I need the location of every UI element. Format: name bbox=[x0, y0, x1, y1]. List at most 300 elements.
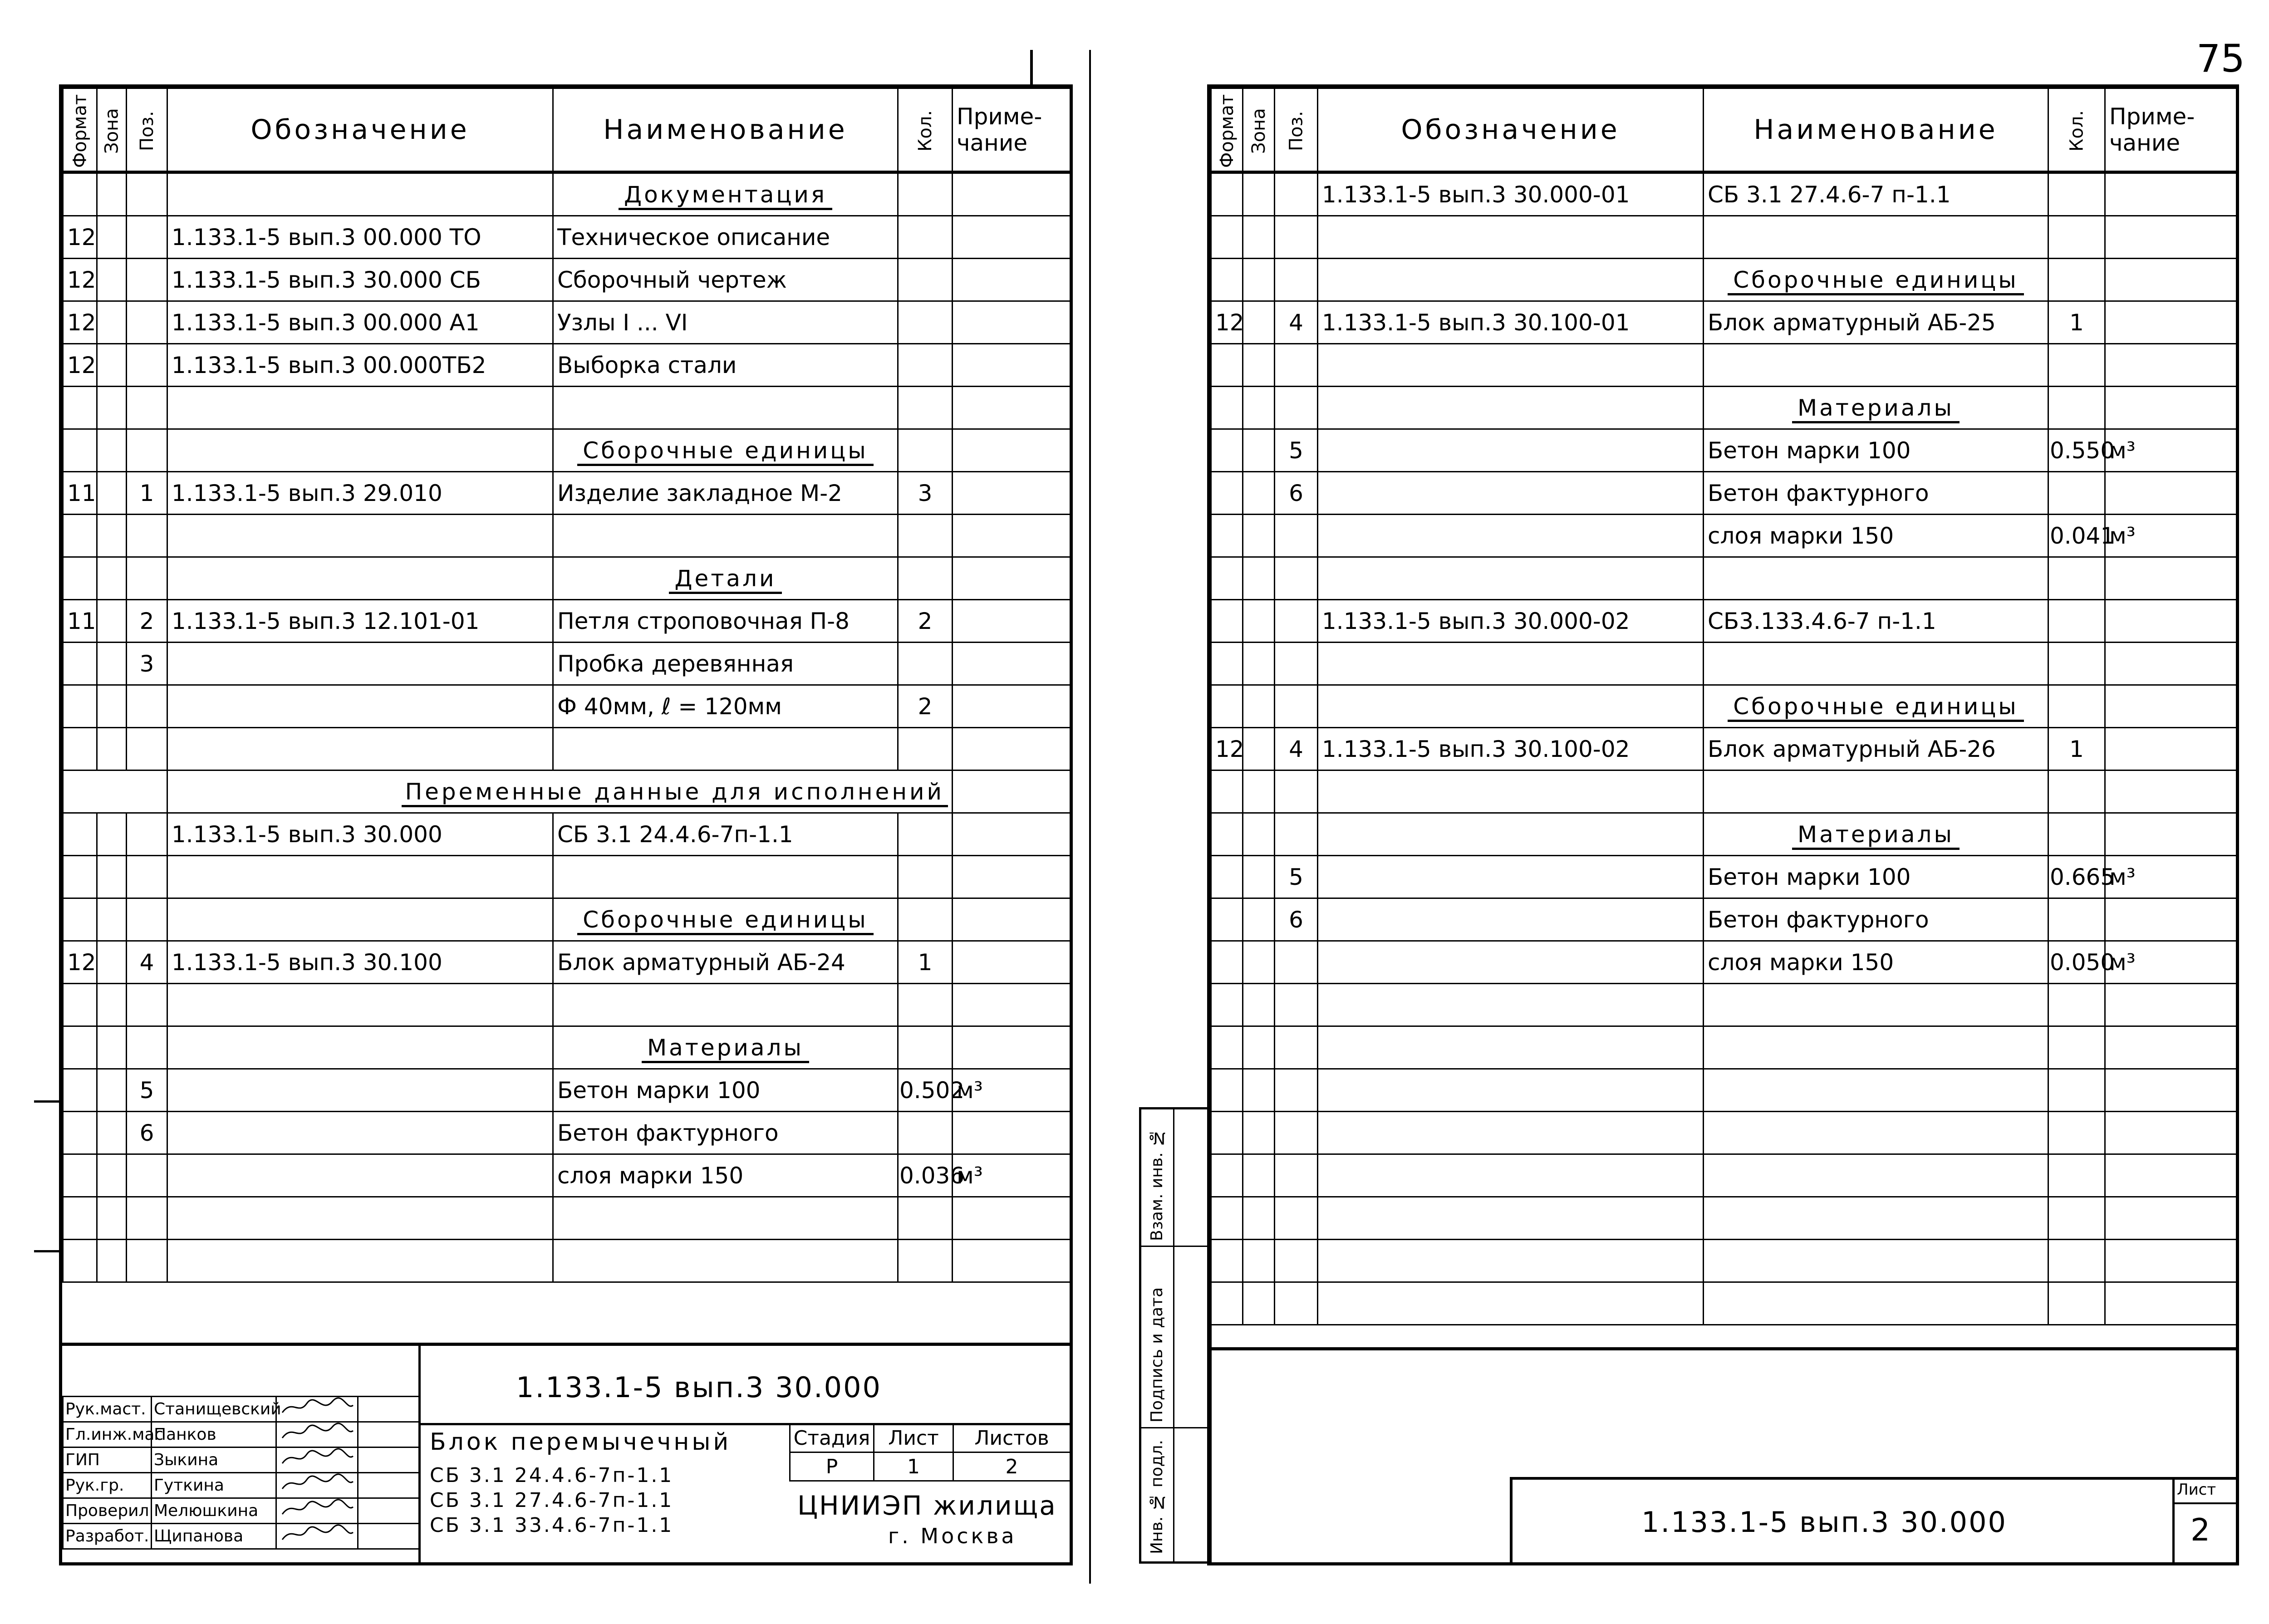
cell-note bbox=[2105, 1240, 2237, 1282]
cell-note bbox=[953, 770, 1071, 813]
cell-zone bbox=[97, 898, 127, 941]
table-row bbox=[63, 301, 1071, 344]
cell-qty: 0.550 bbox=[2048, 429, 2105, 472]
product-sub-3: СБ 3.1 33.4.6-7п-1.1 bbox=[430, 1514, 674, 1537]
cell-qty bbox=[2048, 898, 2105, 941]
cell-zone bbox=[1243, 770, 1275, 813]
cell-qty: 1 bbox=[2048, 301, 2105, 344]
cell-pos: 1 bbox=[127, 472, 167, 515]
col-name: Наименование bbox=[553, 88, 898, 172]
cell-designation bbox=[167, 387, 553, 429]
cell-pos bbox=[1275, 941, 1318, 984]
cell-note bbox=[953, 472, 1071, 515]
stage-header: Стадия bbox=[790, 1424, 874, 1452]
cell-qty: 0.050 bbox=[2048, 941, 2105, 984]
cell-pos bbox=[127, 515, 167, 557]
cell-designation: 1.133.1-5 вып.3 29.010 bbox=[167, 472, 553, 515]
signature-scribble bbox=[276, 1473, 358, 1498]
cell-qty: 2 bbox=[898, 685, 953, 728]
table-row bbox=[63, 387, 1071, 429]
signature-date bbox=[358, 1397, 419, 1422]
col-name: Наименование bbox=[1704, 88, 2048, 172]
cell-qty: 0.665 bbox=[2048, 856, 2105, 898]
signature-scribble bbox=[276, 1498, 358, 1524]
cell-pos bbox=[127, 387, 167, 429]
table-row bbox=[1211, 1282, 2237, 1325]
cell-qty bbox=[898, 259, 953, 301]
spec-body-right bbox=[1211, 172, 2237, 1325]
cell-qty bbox=[898, 984, 953, 1026]
cell-format bbox=[1211, 813, 1243, 856]
signature-row bbox=[63, 1498, 419, 1524]
cell-note bbox=[2105, 472, 2237, 515]
col-note bbox=[2105, 88, 2237, 172]
cell-format bbox=[1211, 1240, 1243, 1282]
cell-pos bbox=[127, 856, 167, 898]
cell-designation bbox=[1318, 344, 1704, 387]
table-row bbox=[63, 472, 1071, 515]
cell-pos bbox=[127, 1154, 167, 1197]
cell-format bbox=[1211, 216, 1243, 259]
cell-note bbox=[953, 515, 1071, 557]
cell-qty bbox=[2048, 643, 2105, 685]
cell-note bbox=[2105, 1112, 2237, 1154]
signature-row bbox=[63, 1447, 419, 1473]
stage-table bbox=[789, 1423, 1071, 1482]
cell-qty bbox=[2048, 259, 2105, 301]
cell-pos bbox=[127, 685, 167, 728]
cell-pos bbox=[1275, 685, 1318, 728]
cell-zone bbox=[97, 344, 127, 387]
cell-qty bbox=[2048, 1197, 2105, 1240]
cell-name: слоя марки 150 bbox=[1704, 941, 2048, 984]
table-row bbox=[63, 600, 1071, 643]
cell-qty bbox=[898, 429, 953, 472]
cell-pos: 6 bbox=[1275, 898, 1318, 941]
cell-note bbox=[2105, 344, 2237, 387]
cell-pos: 3 bbox=[127, 643, 167, 685]
cell-format: 11 bbox=[63, 600, 97, 643]
cell-note bbox=[2105, 172, 2237, 216]
table-row bbox=[1211, 770, 2237, 813]
cell-name bbox=[1704, 344, 2048, 387]
cell-zone bbox=[97, 557, 127, 600]
cell-format bbox=[1211, 941, 1243, 984]
binding-mark bbox=[1089, 50, 1091, 1584]
cell-designation bbox=[1318, 515, 1704, 557]
cell-zone bbox=[97, 472, 127, 515]
cell-name: слоя марки 150 bbox=[1704, 515, 2048, 557]
cell-designation bbox=[1318, 1069, 1704, 1112]
cell-note bbox=[2105, 259, 2237, 301]
cell-pos bbox=[1275, 1197, 1318, 1240]
cell-note: м³ bbox=[953, 1069, 1071, 1112]
cell-zone bbox=[1243, 344, 1275, 387]
cell-pos bbox=[1275, 1069, 1318, 1112]
cell-pos bbox=[1275, 1154, 1318, 1197]
cell-note bbox=[953, 259, 1071, 301]
cell-note bbox=[953, 216, 1071, 259]
cell-designation bbox=[1318, 387, 1704, 429]
cell-name bbox=[553, 1240, 898, 1282]
margin-tick bbox=[34, 1100, 61, 1103]
cell-designation: 1.133.1-5 вып.3 30.100 bbox=[167, 941, 553, 984]
cell-note bbox=[953, 172, 1071, 216]
signature-scribble bbox=[276, 1422, 358, 1447]
cell-qty bbox=[898, 301, 953, 344]
cell-zone bbox=[1243, 984, 1275, 1026]
col-zone: Зона bbox=[1243, 88, 1275, 172]
col-format: Формат bbox=[63, 88, 97, 172]
cell-zone bbox=[1243, 941, 1275, 984]
cell-qty: 2 bbox=[898, 600, 953, 643]
cell-name: Выборка стали bbox=[553, 344, 898, 387]
cell-format bbox=[1211, 472, 1243, 515]
cell-designation bbox=[1318, 813, 1704, 856]
signature-row bbox=[63, 1524, 419, 1549]
cell-name bbox=[553, 1026, 898, 1069]
cell-pos bbox=[127, 1026, 167, 1069]
signature-mark bbox=[279, 1524, 356, 1544]
cell-designation bbox=[167, 1026, 553, 1069]
footer-code: 1.133.1-5 вып.3 30.000 bbox=[1641, 1506, 2008, 1539]
cell-designation: 1.133.1-5 вып.3 00.000 ТО bbox=[167, 216, 553, 259]
cell-zone bbox=[1243, 259, 1275, 301]
cell-format bbox=[63, 1197, 97, 1240]
cell-note bbox=[953, 685, 1071, 728]
cell-designation bbox=[167, 1154, 553, 1197]
cell-note bbox=[953, 984, 1071, 1026]
cell-format bbox=[63, 984, 97, 1026]
signature-mark bbox=[279, 1473, 356, 1493]
cell-qty bbox=[2048, 685, 2105, 728]
cell-format bbox=[1211, 685, 1243, 728]
cell-zone bbox=[97, 259, 127, 301]
section-title: Детали bbox=[669, 565, 781, 594]
table-row bbox=[63, 344, 1071, 387]
cell-qty bbox=[2048, 1026, 2105, 1069]
cell-note bbox=[2105, 387, 2237, 429]
cell-name: Узлы I ... VI bbox=[553, 301, 898, 344]
cell-format bbox=[1211, 856, 1243, 898]
signature-role: Разработ. bbox=[63, 1524, 152, 1549]
cell-qty bbox=[898, 1240, 953, 1282]
cell-designation bbox=[167, 728, 553, 770]
cell-pos bbox=[127, 984, 167, 1026]
cell-qty bbox=[2048, 216, 2105, 259]
table-row bbox=[63, 1069, 1071, 1112]
cell-pos: 6 bbox=[1275, 472, 1318, 515]
cell-name: Блок арматурный АБ-24 bbox=[553, 941, 898, 984]
signature-date-label: Подпись и дата bbox=[1148, 1287, 1166, 1423]
cell-designation bbox=[1318, 259, 1704, 301]
signature-row bbox=[63, 1473, 419, 1498]
cell-format: 12 bbox=[63, 259, 97, 301]
cell-qty bbox=[898, 515, 953, 557]
cell-format bbox=[1211, 643, 1243, 685]
signature-name: Панков bbox=[152, 1422, 276, 1447]
cell-zone bbox=[1243, 856, 1275, 898]
cell-name bbox=[1704, 1112, 2048, 1154]
cell-format bbox=[63, 685, 97, 728]
signature-date bbox=[358, 1473, 419, 1498]
table-row bbox=[1211, 685, 2237, 728]
cell-designation bbox=[1318, 770, 1704, 813]
cell-note bbox=[953, 1240, 1071, 1282]
cell-note bbox=[2105, 1197, 2237, 1240]
cell-designation bbox=[167, 1240, 553, 1282]
cell-zone bbox=[1243, 301, 1275, 344]
table-row bbox=[1211, 472, 2237, 515]
cell-qty bbox=[2048, 770, 2105, 813]
signature-mark bbox=[279, 1499, 356, 1519]
cell-qty bbox=[898, 898, 953, 941]
cell-designation bbox=[167, 856, 553, 898]
cell-qty bbox=[898, 387, 953, 429]
col-note-line1: Приме- bbox=[957, 103, 1042, 130]
cell-format bbox=[1211, 1069, 1243, 1112]
cell-name bbox=[1704, 1026, 2048, 1069]
cell-zone bbox=[97, 172, 127, 216]
cell-pos bbox=[127, 557, 167, 600]
cell-qty bbox=[898, 344, 953, 387]
cell-designation: 1.133.1-5 вып.3 30.100-01 bbox=[1318, 301, 1704, 344]
cell-pos: 5 bbox=[1275, 429, 1318, 472]
cell-note bbox=[2105, 685, 2237, 728]
cell-note bbox=[953, 1026, 1071, 1069]
col-note bbox=[953, 88, 1071, 172]
cell-format bbox=[63, 1112, 97, 1154]
cell-qty bbox=[898, 1112, 953, 1154]
cell-name bbox=[1704, 685, 2048, 728]
cell-format: 12 bbox=[63, 216, 97, 259]
cell-zone bbox=[1243, 898, 1275, 941]
cell-name: Бетон марки 100 bbox=[553, 1069, 898, 1112]
cell-format: 12 bbox=[1211, 728, 1243, 770]
cell-note bbox=[2105, 1282, 2237, 1325]
cell-format bbox=[63, 856, 97, 898]
cell-qty bbox=[898, 1197, 953, 1240]
table-row bbox=[1211, 600, 2237, 643]
cell-format bbox=[63, 172, 97, 216]
cell-note: м³ bbox=[953, 1154, 1071, 1197]
table-row bbox=[1211, 259, 2237, 301]
cell-format bbox=[63, 515, 97, 557]
cell-pos bbox=[1275, 643, 1318, 685]
signature-role: Рук.маст. bbox=[63, 1397, 152, 1422]
cell-name bbox=[1704, 259, 2048, 301]
section-title: Документация bbox=[619, 182, 832, 210]
cell-note: м³ bbox=[2105, 515, 2237, 557]
cell-qty bbox=[2048, 1282, 2105, 1325]
cell-name: Петля строповочная П-8 bbox=[553, 600, 898, 643]
cell-qty bbox=[2048, 344, 2105, 387]
cell-zone bbox=[1243, 1197, 1275, 1240]
signature-scribble bbox=[276, 1447, 358, 1473]
cell-name bbox=[553, 856, 898, 898]
footer-sheet-number: 2 bbox=[2190, 1512, 2210, 1548]
cell-qty bbox=[2048, 813, 2105, 856]
cell-zone bbox=[1243, 472, 1275, 515]
cell-note: м³ bbox=[2105, 941, 2237, 984]
cell-pos bbox=[127, 429, 167, 472]
cell-name bbox=[553, 728, 898, 770]
table-row bbox=[1211, 515, 2237, 557]
cell-designation bbox=[1318, 685, 1704, 728]
cell-format bbox=[1211, 1112, 1243, 1154]
cell-zone bbox=[97, 216, 127, 259]
cell-qty bbox=[898, 216, 953, 259]
table-row bbox=[1211, 301, 2237, 344]
cell-format bbox=[63, 898, 97, 941]
table-row bbox=[63, 898, 1071, 941]
table-row bbox=[63, 1240, 1071, 1282]
cell-qty bbox=[898, 643, 953, 685]
signature-scribble bbox=[276, 1524, 358, 1549]
cell-qty bbox=[898, 856, 953, 898]
cell-designation bbox=[167, 1112, 553, 1154]
cell-name bbox=[553, 172, 898, 216]
signature-mark bbox=[279, 1397, 356, 1417]
cell-qty bbox=[2048, 472, 2105, 515]
cell-name bbox=[1704, 1282, 2048, 1325]
cell-pos bbox=[1275, 600, 1318, 643]
spec-sheet-left bbox=[59, 84, 1073, 1565]
cell-note bbox=[953, 429, 1071, 472]
cell-zone bbox=[97, 429, 127, 472]
cell-zone bbox=[97, 1154, 127, 1197]
cell-qty bbox=[2048, 557, 2105, 600]
cell-format bbox=[1211, 557, 1243, 600]
cell-designation bbox=[1318, 429, 1704, 472]
cell-format bbox=[1211, 1154, 1243, 1197]
cell-note bbox=[953, 898, 1071, 941]
page-number: 75 bbox=[2196, 36, 2245, 81]
cell-name bbox=[1704, 643, 2048, 685]
table-row bbox=[1211, 728, 2237, 770]
cell-format bbox=[1211, 515, 1243, 557]
table-row bbox=[1211, 1026, 2237, 1069]
table-row bbox=[1211, 1154, 2237, 1197]
cell-designation bbox=[167, 898, 553, 941]
cell-designation bbox=[167, 172, 553, 216]
cell-name bbox=[553, 387, 898, 429]
cell-designation bbox=[1318, 643, 1704, 685]
cell-qty bbox=[898, 557, 953, 600]
table-row bbox=[63, 1197, 1071, 1240]
cell-designation bbox=[1318, 1154, 1704, 1197]
cell-name bbox=[1704, 387, 2048, 429]
organization: ЦНИИЭП жилища bbox=[797, 1490, 1057, 1521]
cell-pos bbox=[1275, 1026, 1318, 1069]
cell-qty bbox=[2048, 984, 2105, 1026]
cell-note bbox=[953, 856, 1071, 898]
table-row bbox=[63, 429, 1071, 472]
col-designation: Обозначение bbox=[1318, 88, 1704, 172]
inventory-strip bbox=[1139, 1107, 1212, 1564]
table-row bbox=[1211, 984, 2237, 1026]
cell-note bbox=[2105, 301, 2237, 344]
cell-note bbox=[2105, 1026, 2237, 1069]
cell-note bbox=[953, 643, 1071, 685]
cell-name: слоя марки 150 bbox=[553, 1154, 898, 1197]
cell-zone bbox=[1243, 1240, 1275, 1282]
product-sub-1: СБ 3.1 24.4.6-7п-1.1 bbox=[430, 1464, 674, 1487]
table-row bbox=[63, 643, 1071, 685]
cell-designation bbox=[1318, 1026, 1704, 1069]
signature-role: Рук.гр. bbox=[63, 1473, 152, 1498]
cell-designation bbox=[1318, 472, 1704, 515]
cell-pos: 2 bbox=[127, 600, 167, 643]
signature-name: Зыкина bbox=[152, 1447, 276, 1473]
inv-original-label: Инв. № подл. bbox=[1148, 1440, 1166, 1554]
cell-name bbox=[1704, 1069, 2048, 1112]
cell-zone bbox=[97, 600, 127, 643]
cell-note bbox=[953, 600, 1071, 643]
cell-designation bbox=[167, 1069, 553, 1112]
table-row bbox=[63, 770, 1071, 813]
cell-note bbox=[2105, 984, 2237, 1026]
cell-pos bbox=[1275, 515, 1318, 557]
cell-blank bbox=[63, 770, 167, 813]
cell-pos bbox=[127, 813, 167, 856]
cell-format bbox=[63, 1240, 97, 1282]
cell-format bbox=[63, 557, 97, 600]
cell-designation bbox=[167, 984, 553, 1026]
cell-name bbox=[1704, 1197, 2048, 1240]
cell-note bbox=[2105, 813, 2237, 856]
cell-qty bbox=[898, 728, 953, 770]
spec-table-right bbox=[1210, 88, 2237, 1325]
cell-designation: 1.133.1-5 вып.3 00.000ТБ2 bbox=[167, 344, 553, 387]
cell-zone bbox=[97, 813, 127, 856]
cell-format bbox=[63, 643, 97, 685]
stage-value: Р bbox=[790, 1452, 874, 1481]
col-pos: Поз. bbox=[127, 88, 167, 172]
cell-qty bbox=[2048, 1069, 2105, 1112]
cell-zone bbox=[97, 941, 127, 984]
cell-zone bbox=[1243, 216, 1275, 259]
table-row bbox=[1211, 898, 2237, 941]
cell-format bbox=[1211, 770, 1243, 813]
cell-designation bbox=[167, 515, 553, 557]
cell-pos bbox=[1275, 1240, 1318, 1282]
cell-note bbox=[953, 301, 1071, 344]
table-row bbox=[63, 216, 1071, 259]
cell-zone bbox=[97, 301, 127, 344]
cell-name bbox=[1704, 1154, 2048, 1197]
cell-note bbox=[2105, 557, 2237, 600]
table-row bbox=[63, 984, 1071, 1026]
col-note-line2: чание bbox=[2109, 130, 2181, 156]
signature-scribble bbox=[276, 1397, 358, 1422]
cell-qty bbox=[898, 813, 953, 856]
cell-format: 12 bbox=[63, 344, 97, 387]
cell-name bbox=[1704, 984, 2048, 1026]
cell-format: 11 bbox=[63, 472, 97, 515]
cell-designation bbox=[1318, 898, 1704, 941]
cell-format bbox=[1211, 984, 1243, 1026]
table-row bbox=[63, 1154, 1071, 1197]
cell-zone bbox=[97, 984, 127, 1026]
col-designation: Обозначение bbox=[167, 88, 553, 172]
cell-name: Бетон марки 100 bbox=[1704, 856, 2048, 898]
signature-rows bbox=[63, 1397, 419, 1549]
signature-name: Гуткина bbox=[152, 1473, 276, 1498]
cell-pos: 4 bbox=[1275, 301, 1318, 344]
cell-name: Техническое описание bbox=[553, 216, 898, 259]
cell-pos bbox=[1275, 344, 1318, 387]
